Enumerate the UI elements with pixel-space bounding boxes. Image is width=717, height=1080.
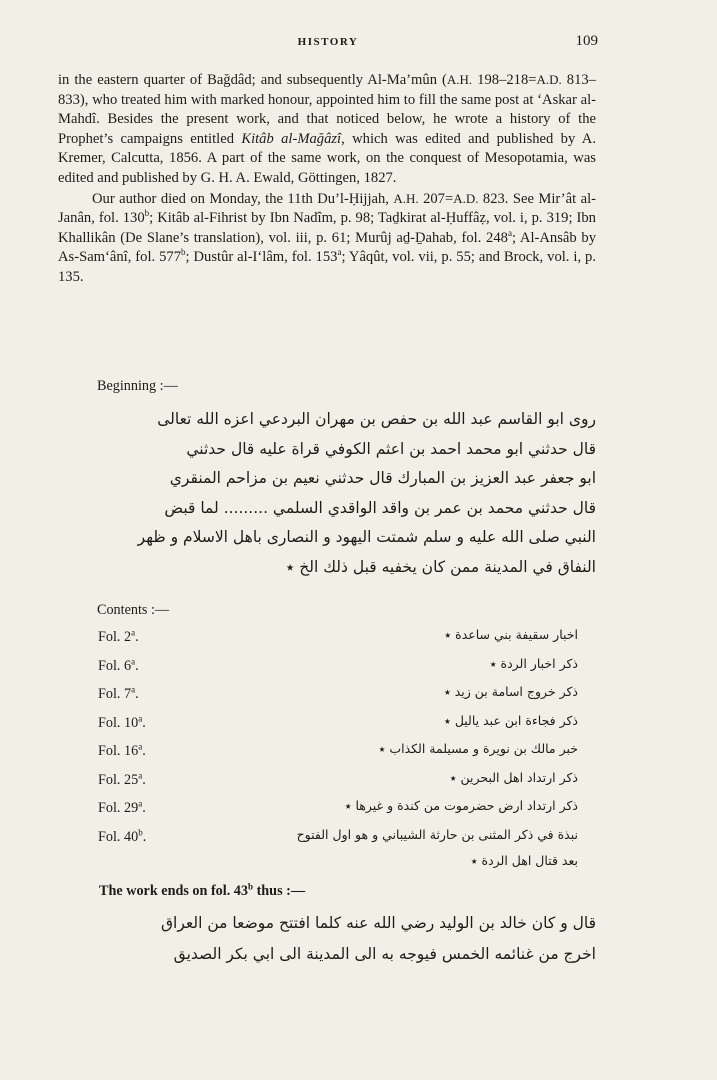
contents-row — [98, 711, 578, 740]
arabic-line: النبي صلى الله عليه و سلم شمتت اليهود و النصارى باهل الاسلام و ظهر — [137, 528, 596, 546]
beginning-arabic — [58, 405, 596, 582]
arabic-line: ابو جعفر عبد العزيز بن المبارك قال حدثني نعيم بن مزاحم المنقري — [169, 469, 596, 487]
folio-ref: Fol. 29$^a$. — [98, 798, 146, 816]
contents-label: Contents :— — [97, 602, 170, 618]
running-title: HISTORY — [297, 36, 359, 48]
contents-row — [98, 825, 578, 868]
contents-row — [98, 796, 578, 825]
arabic-line: قال حدثني محمد بن عمر بن واقد الواقدي السلمي ......... لما قبض — [164, 498, 596, 517]
beginning-label: Beginning :— — [97, 378, 178, 394]
body-text — [58, 70, 596, 288]
contents-title: خبر مالك بن نويرة و مسيلمة الكذاب ٭ — [378, 741, 578, 756]
paragraph-1: in the eastern quarter of Bağdâd; and subsequently Al-Ma’mûn (A.H. 198–218=A.D. 813–833), who treated him with marked honour, appointed him to fill the same post at ‘Askar al-Mahdî. Besides the present work, and that noticed below, he wrote a history of the Prophet’s campaigns entitled Kitâb al-Mağâzî, which was edited and published by A. Kremer, Calcutta, 1856. A part of the same work, on the conquest of Mesopotamia, was edited and published by G. H. A. Ewald, Göttingen, 1827. — [58, 72, 596, 186]
book-title-italic: Kitâb al-Mağâzî — [241, 130, 342, 147]
contents-title: ذكر اخبار الردة ٭ — [489, 655, 578, 671]
folio-ref: Fol. 7$^a$. — [98, 684, 139, 702]
arabic-line: النفاق في المدينة ممن كان يخفيه قبل ذلك الخ ٭ — [285, 557, 596, 576]
contents-row — [98, 739, 578, 768]
contents-row — [98, 625, 578, 654]
contents-list — [98, 625, 578, 868]
arabic-line: قال حدثني ابو محمد احمد بن اعثم الكوفي قراة عليه قال حدثني — [186, 439, 596, 458]
contents-row — [98, 682, 578, 711]
folio-ref: Fol. 2$^a$. — [98, 627, 139, 645]
paragraph-2: Our author died on Monday, the 11th Du’l-Ḥijjah, A.H. 207=A.D. 823. See Mir’ât al-Janân, fol. 130$^b$; Kitâb al-Fihrist by Ibn Nadîm, p. 98; Taḏkirat al-Ḥuffâẓ, vol. i, p. 319; Ibn Khallikân (De Slane’s translation), vol. iii, p. 61; Murûj aḏ-Ḏahab, fol. 248$^a$; Al-Ansâb by As-Sam‘ânî, fol. 577$^b$; Dustûr al-I‘lâm, fol. 153$^a$; Yâqût, vol. vii, p. 55; and Brock, vol. i, p. 135. — [58, 190, 596, 285]
arabic-line: قال و كان خالد بن الوليد رضي الله عنه كلما افتتح موضعا من العراق — [161, 914, 596, 932]
page-header — [58, 33, 598, 56]
contents-row — [98, 768, 578, 797]
folio-ref: Fol. 16$^a$. — [98, 741, 146, 759]
contents-title: اخبار سقيفة بني ساعدة ٭ — [444, 627, 578, 642]
folio-ref: Fol. 40$^b$. — [98, 826, 147, 845]
contents-title: ذكر ارتداد ارض حضرموت من كندة و غيرها ٭ — [344, 798, 578, 813]
ends-label: The work ends on fol. 43$^b$ thus :— — [99, 881, 306, 899]
contents-title: نبذة في ذكر المثنى بن حارثة الشيباني و هو اول الفتوح — [296, 826, 578, 842]
arabic-line: روى ابو القاسم عبد الله بن حفص بن مهران البردعي اعزه الله تعالى — [157, 410, 596, 428]
contents-title: ذكر فجاءة ابن عبد ياليل ٭ — [444, 712, 578, 728]
page-number: 109 — [575, 33, 598, 49]
folio-ref: Fol. 25$^a$. — [98, 769, 146, 788]
folio-ref: Fol. 10$^a$. — [98, 712, 146, 731]
contents-row — [98, 654, 578, 683]
contents-title-continued: بعد قتال اهل الردة ٭ — [470, 852, 578, 868]
arabic-line: اخرج من غنائمه الخمس فيوجه به الى المدينة الى ابي بكر الصديق — [173, 945, 596, 963]
ending-arabic — [58, 908, 596, 970]
folio-ref: Fol. 6$^a$. — [98, 655, 139, 674]
contents-title: ذكر ارتداد اهل البحرين ٭ — [449, 769, 578, 785]
contents-title: ذكر خروج اسامة بن زيد ٭ — [443, 684, 578, 699]
